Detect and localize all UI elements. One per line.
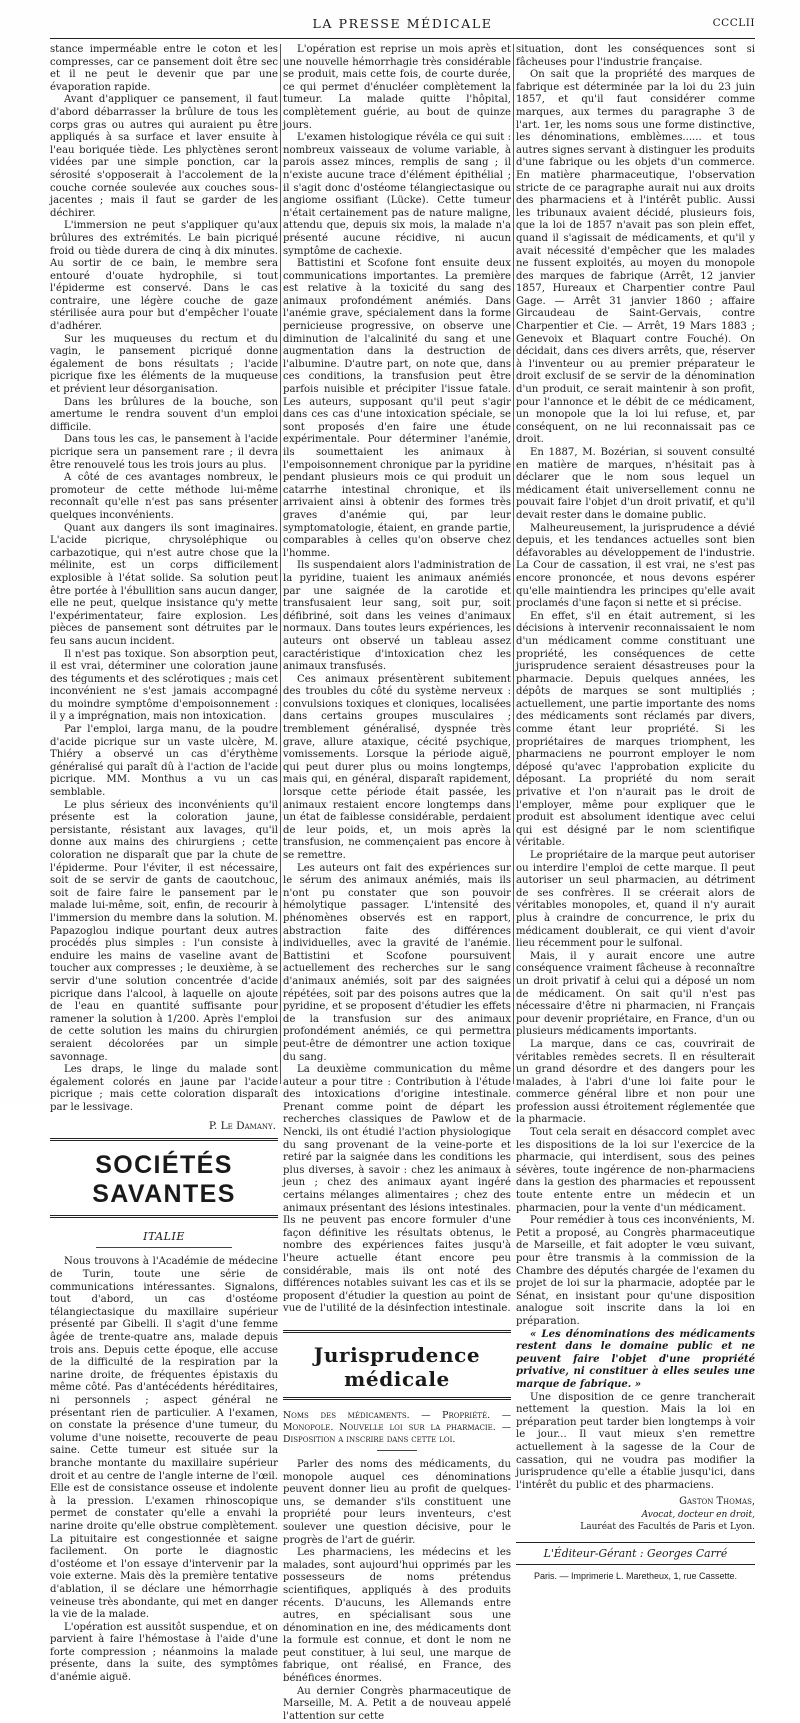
quoted-resolution: « Les dénominations des médicaments restent dans le domaine public et ne peuvent faire l'objet d'une propriété privative, ni constituer à elles seules une marque de fabrique. » [516, 1328, 755, 1390]
signature-name: Gaston Thomas, [679, 1496, 755, 1508]
signature-title: Avocat, docteur en droit, [641, 1509, 755, 1520]
paragraph: En 1887, M. Bozérian, si souvent consulté en matière de marques, n'hésitait pas à déclarer que le nom sous lequel un médicament était universellement connu ne pouvait faire l'objet d'un droit privatif, et qu'il devait rester dans le domaine public. [516, 447, 755, 521]
editor-line: L'Éditeur-Gérant : Georges Carré [516, 1542, 755, 1565]
running-head [50, 14, 755, 34]
paragraph: Le propriétaire de la marque peut autoriser ou interdire l'emploi de cette marque. Il peut autoriser un seul pharmacien, au détriment de ses confrères. Il se créerait alors de véritables monopoles, et, quand il n'y aurait plus à craindre de concurrence, le prix du médicament doublerait, ce qui vient d'avoir lieu récemment pour le sulfonal. [516, 850, 755, 950]
paragraph: Une disposition de ce genre trancherait nettement la question. Mais la loi en préparation peut tarder bien longtemps à voir le jour... Il vaut mieux s'en remettre actuellement à la sagesse de la Cour de cassation, qui ne voudra pas modifier la jurisprudence qu'elle a établie jusqu'ici, dans l'intérêt du public et des pharmaciens. [516, 1391, 755, 1491]
header-rule [50, 38, 755, 39]
section-title: SOCIÉTÉS SAVANTES [92, 1151, 236, 1209]
column-2 [283, 44, 511, 1722]
paragraph: On sait que la propriété des marques de fabrique est déterminée par la loi du 23 juin 1857, et qu'il faut considérer comme marques, aux termes du paragraphe 3 de l'art. 1er, les noms sous une forme distinctive, les dénominations, emblèmes...... et tous autres signes servant à distinguer les produits d'une fabrique ou les objets d'un commerce. En matière pharmaceutique, l'observation stricte de ce paragraphe aurait nui aux droits des pharmaciens et à l'intérêt public. Aussi les tribunaux avaient décidé, plusieurs fois, que la loi de 1857 n'avait pas son plein effet, quand il s'agissait de médicaments, et qu'il y avait nécessité d'empêcher que les malades ne fussent exploités, au moyen du monopole des marques de fabrique (Arrêt, 12 janvier 1857, Hureaux et Charpentier contre Paul Gage. — Arrêt 31 janvier 1860 ; affaire Gircaudeau de Saint-Gervais, contre Charpentier et Cie. — Arrêt, 19 Mars 1883 ; Genevoix et Blaquart contre Fouché). On décidait, dans ces divers arrêts, que, réserver à l'inventeur ou au premier préparateur le droit exclusif de se servir de la dénomination d'un produit, ce serait maintenir à son profit, pour l'annonce et le débit de ce médicament, un monopole que la loi lui refuse, et, par conséquent, on ne lui reconnaissait pas ce droit. [516, 69, 755, 446]
signature-credentials: Lauréat des Facultés de Paris et Lyon. [580, 1522, 755, 1533]
paragraph: En effet, s'il en était autrement, si les décisions à intervenir reconnaissaient le nom d'un médicament comme constituant une propriété, les conséquences de cette jurisprudence seraient désastreuses pour la pharmacie. Depuis quelques années, les dépôts de marques se sont multipliés ; actuellement, une partie importante des noms des médicaments sont réclamés par divers, comme étant leur propriété. Si les propriétaires de marques triomphent, les pharmaciens ne pourront employer le nom déposé qu'avec l'approbation explicite du déposant. La propriété du nom serait privative et l'on n'aurait pas le droit de l'employer, même pour expliquer que le produit est absolument identique avec celui qui est désigné par le nom scientifique véritable. [516, 610, 755, 849]
paragraph: Les draps, le linge du malade sont également colorés en jaune par l'acide picrique ; mais cette coloration disparaît par le lessivage. [50, 1064, 278, 1113]
paragraph: situation, dont les conséquences sont si fâcheuses pour l'industrie française. [516, 44, 755, 68]
section-banner [50, 1138, 278, 1218]
paragraph: Parler des noms des médicaments, du monopole auquel ces dénominations peuvent donner lieu au profit de quelques-uns, se demander s'ils constituent une propriété pour leurs inventeurs, c'est soulever une question décisive, pour le progrès de l'art de guérir. [283, 1458, 511, 1546]
paragraph: Au dernier Congrès pharmaceutique de Marseille, M. A. Petit a de nouveau appelé l'attention sur cette [283, 1685, 511, 1722]
paragraph: L'immersion ne peut s'appliquer qu'aux brûlures des extrémités. Le bain picriqué froid ou tiède durera de cinq à dix minutes. Au sortir de ce bain, le membre sera entouré d'ouate hydrophile, si tout l'épiderme est conservé. Dans le cas contraire, une légère couche de gaze stérilisée aura pour but d'empêcher l'ouate d'adhérer. [50, 220, 278, 333]
printer-imprint: Paris. — Imprimerie L. Maretheux, 1, rue Cassette. [533, 1570, 738, 1581]
column-divider [513, 44, 514, 1084]
paragraph: Sur les muqueuses du rectum et du vagin, le pansement picriqué donne également de bons résultats ; l'acide picrique fixe les éléments de la muqueuse et prévient leur désorganisation. [50, 333, 278, 396]
paragraph: Battistini et Scofone font ensuite deux communications importantes. La première est relative à la toxicité du sang des animaux profondément anémiés. Dans l'anémie grave, spécialement dans la forme pernicieuse progressive, on observe une diminution de l'alcalinité du sang et une augmentation dans la destruction de l'albumine. D'autre part, on note que, dans ces conditions, la transfusion peut être parfois nuisible et précipiter l'issue fatale. Les auteurs, supposant qu'il peut s'agir dans ces cas d'une intoxication spéciale, se sont proposés d'en faire une étude expérimentale. Pour déterminer l'anémie, ils soumettaient les animaux à l'empoisonnement chronique par la pyridine pendant plusieurs mois ce qui produit un catarrhe intestinal chronique, et ils arrivaient ainsi à obtenir des formes très graves d'anémie qui, par leur symptomatologie, étaient, en grande partie, comparables à celles qu'on observe chez l'homme. [283, 258, 511, 559]
keywords-rule [377, 1450, 417, 1451]
paragraph: Malheureusement, la jurisprudence a dévié depuis, et les tendances actuelles sont bien défavorables au développement de l'industrie. La Cour de cassation, il est vrai, ne s'est pas encore prononcée, et nous devons espérer qu'elle maintiendra les principes qu'elle avait proclamés d'une façon si nette et si précise. [516, 522, 755, 610]
paragraph: Nous trouvons à l'Académie de médecine de Turin, toute une série de communications intéressantes. Signalons, tout d'abord, un cas d'ostéome télangiectasique du maxillaire supérieur présenté par Gibelli. Il s'agit d'une femme âgée de trente-quatre ans, malade depuis trois ans. Depuis cette époque, elle accuse de la difficulté de la respiration par la narine droite, de fréquentes épistaxis du même côté. Pas d'antécédents héréditaires, ni personnels ; aspect général ne présentant rien de particulier. A l'examen, on constate la présence d'une tumeur, du volume d'une noisette, recouverte de peau saine. Cette tumeur est située sur la branche montante du maxillaire supérieur droit et au centre de l'angle interne de l'œil. Elle est de consistance osseuse et indolente à la pression. L'examen rhinoscopique permet de constater qu'elle a envahi la narine droite qu'elle obstrue complètement. La pituitaire est congestionnée et saigne facilement. On porte le diagnostic d'ostéome et l'on essaye d'intervenir par la voie externe. Mais dès la première tentative d'ablation, il se déclare une hémorrhagie veineuse très abondante, qui met en danger la vie de la malade. [50, 1256, 278, 1621]
paragraph: Tout cela serait en désaccord complet avec les dispositions de la loi sur l'exercice de la pharmacie, qui interdisent, sous des peines sévères, toute ingérence de non-pharmaciens dans la gestion des pharmacies et repoussent toute entente entre un médecin et un pharmacien, pour la vente d'un médicament. [516, 1127, 755, 1214]
column-3 [516, 44, 755, 1581]
column-1 [50, 44, 278, 1684]
section-title: Jurisprudence médicale [313, 1342, 481, 1391]
paragraph: Dans les brûlures de la bouche, son amertume le rendra souvent d'un emploi difficile. [50, 396, 278, 433]
paragraph: Mais, il y aurait encore une autre conséquence vraiment fâcheuse à reconnaître un droit privatif à celui qui a déposé un nom de médicament. On sait qu'il n'est pas nécessaire d'être ni pharmacien, ni Français pour devenir propriétaire, en France, d'un ou plusieurs médicaments importants. [516, 950, 755, 1038]
paragraph: Ces animaux présentèrent subitement des troubles du côté du système nerveux : convulsions toxiques et cloniques, localisées dans certains groupes musculaires ; tremblement généralisé, dyspnée très grave, allure ataxique, cécité psychique, vomissements. Lorsque la période aiguë, qui peut durer plus ou moins longtemps, mais qui, en général, disparaît rapidement, lorsque cette période était passée, les animaux restaient encore longtemps dans un état de faiblesse considérable, perdaient de leur poids, et, un mois après la transfusion, ne commençaient pas encore à se remettre. [283, 673, 511, 861]
paragraph: Quant aux dangers ils sont imaginaires. L'acide picrique, chrysoléphique ou carbazotique, qui n'est autre chose que la mélinite, est un corps difficilement explosible à l'état solide. Sa solution peut être portée à l'ébullition sans aucun danger, elle ne peut, quelque insistance qu'y mette l'expérimentateur, faire explosion. Les pièces de pansement sont détruites par le feu sans aucun incident. [50, 522, 278, 647]
page-number: CCCLII [712, 17, 755, 29]
paragraph: Dans tous les cas, le pansement à l'acide picrique sera un pansement rare ; il devra être renouvelé tous les trois jours au plus. [50, 434, 278, 471]
paragraph: Par l'emploi, larga manu, de la poudre d'acide picrique sur un vaste ulcère, M. Thiéry a observé un cas d'érythème généralisé qui paraît dû à l'action de l'acide picrique. MM. Monthus a vu un cas semblable. [50, 724, 278, 799]
paragraph: Il n'est pas toxique. Son absorption peut, il est vrai, déterminer une coloration jaune des téguments et des sclérotiques ; mais cet inconvénient ne s'est jamais accompagné du moindre symptôme d'empoisonnement : il y a imprégnation, mais non intoxication. [50, 648, 278, 723]
section-banner [283, 1330, 511, 1400]
paragraph: Les pharmaciens, les médecins et les malades, sont aujourd'hui opprimés par les possesseurs de noms prétendus scientifiques, appliqués à des produits récents. D'aucuns, les Allemands entre autres, en spécialisant sous une dénomination en ine, des médicaments dont la formule est connue, et dont le nom ne peut constituer, à lui seul, une marque de fabrique, ont réalisé, en France, des bénéfices énormes. [283, 1547, 511, 1685]
paragraph: L'examen histologique révéla ce qui suit : nombreux vaisseaux de volume variable, à parois assez minces, remplis de sang ; il n'existe aucune trace d'élément épithélial ; il s'agit donc d'ostéome télangiectasique ou angiome ossifiant (Lücke). Cette tumeur n'était certainement pas de nature maligne, attendu que, depuis six mois, la malade n'a présenté aucune récidive, ni aucun symptôme de cachexie. [283, 132, 511, 257]
article-signature: P. Le Damany. [208, 1120, 276, 1133]
paragraph: Ils suspendaient alors l'administration de la pyridine, tuaient les animaux anémiés par une saignée de la carotide et transfusaient leur sang, soit pur, soit défibriné, soit dans les veines d'animaux normaux. Dans toutes leurs expériences, les auteurs ont observé un tableau assez caractéristique d'intoxication chez les animaux transfusés. [283, 560, 511, 673]
paragraph: Pour remédier à tous ces inconvénients, M. Petit a proposé, au Congrès pharmaceutique de Marseille, et fait adopter le vœu suivant, pour être transmis à la commission de la Chambre des députés chargée de l'examen du projet de loi sur la pharmacie, adoptée par le Sénat, en insistant pour qu'une disposition analogue soit inscrite dans la loi en préparation. [516, 1215, 755, 1327]
paragraph: La marque, dans ce cas, couvrirait de véritables remèdes secrets. Il en résulterait un grand désordre et des dangers pour les malades, à l'abri d'une loi faite pour le commerce général libre et non pour une profession aussi étroitement réglementée que la pharmacie. [516, 1038, 755, 1126]
journal-title: LA PRESSE MÉDICALE [312, 16, 493, 31]
paragraph: Le plus sérieux des inconvénients qu'il présente est la coloration jaune, persistante, résistant aux lavages, qu'il donne aux mains des chirurgiens ; cette coloration ne disparaît que par la chute de l'épiderme. Pour l'éviter, il est nécessaire, soit de se servir de gants de caoutchouc, soit de faire faire le pansement par le malade lui-même, soit, enfin, de recourir à l'immersion du membre dans la solution. M. Papazoglou indique pourtant deux autres procédés plus simples : l'un consiste à enduire les mains de vaseline avant de toucher aux compresses ; le deuxième, à se servir d'une solution concentrée d'acide picrique dans l'alcool, à laquelle on ajoute de l'eau en quantité suffisante pour ramener la solution à 1/200. Après l'emploi de cette solution les mains du chirurgien seraient décolorées par un simple savonnage. [50, 799, 278, 1063]
article-keywords: Noms des médicaments. — Propriété. — Monopole. Nouvelle loi sur la pharmacie. — Disposition a inscrire dans cette loi. [283, 1409, 511, 1445]
paragraph: Les auteurs ont fait des expériences sur le sérum des animaux anémiés, mais ils n'ont pu constater que son pouvoir hémolytique passager. L'intensité des phénomènes observés est en rapport, abstraction faite des différences individuelles, avec la gravité de l'anémie. Battistini et Scofone poursuivent actuellement des recherches sur le sang d'animaux anémiés, soit par des saignées répétées, soit par des poisons autres que la pyridine, et se proposent d'étudier les effets de la transfusion sur des animaux profondément anémiés, ce qui permettra peut-être de démontrer une action toxique du sang. [283, 862, 511, 1063]
paragraph: A côté de ces avantages nombreux, le promoteur de cette méthode lui-même reconnaît qu'elle n'est pas sans présenter quelques inconvénients. [50, 472, 278, 521]
subheading-rule [96, 1247, 233, 1248]
paragraph: L'opération est reprise un mois après et une nouvelle hémorrhagie très considérable se produit, mais cette fois, de courte durée, ce qui permet d'énucléer complètement la tumeur. La malade quitte l'hôpital, complètement guérie, au bout de quinze jours. [283, 44, 511, 131]
paragraph: Avant d'appliquer ce pansement, il faut d'abord débarrasser la brûlure de tous les corps gras ou autres qui auraient pu être appliqués à sa surface et laver ensuite à l'eau boriquée tiède. Les phlyctènes seront vidées par une simple ponction, car la sérosité s'opposerait à l'accolement de la couche cornée soulevée aux couches sous-jacentes ; mais il faut se garder de les déchirer. [50, 94, 278, 219]
column-divider [280, 44, 281, 1084]
paragraph: stance imperméable entre le coton et les compresses, car ce pansement doit être sec et il ne peut le devenir que par une évaporation rapide. [50, 44, 278, 93]
signature-block [516, 1496, 755, 1534]
paragraph: La deuxième communication du même auteur a pour titre : Contribution à l'étude des intoxications d'origine intestinale. Prenant comme point de départ les recherches classiques de Pawlow et de Nencki, ils ont étudié l'action physiologique du sang provenant de la veine-porte et retiré par la saignée dans les conditions les plus diverses, à savoir : chez les animaux à jeun ; chez des animaux ayant ingéré certains mélanges alimentaires ; chez des animaux présentant des lésions intestinales. Ils ne peuvent pas encore formuler d'une façon définitive les résultats obtenus, le nombre des expériences faites jusqu'à l'heure actuelle étant encore peu considérable, mais ils ont noté des différences notables suivant les cas et ils se proposent d'étudier la question au point de vue de l'utilité de la désinfection intestinale. [283, 1064, 511, 1315]
paragraph: L'opération est aussitôt suspendue, et on parvient à faire l'hémostase à l'aide d'une forte compression ; néanmoins la malade présente, dans la suite, des symptômes d'anémie aiguë. [50, 1621, 278, 1684]
subheading: ITALIE [143, 1230, 185, 1244]
